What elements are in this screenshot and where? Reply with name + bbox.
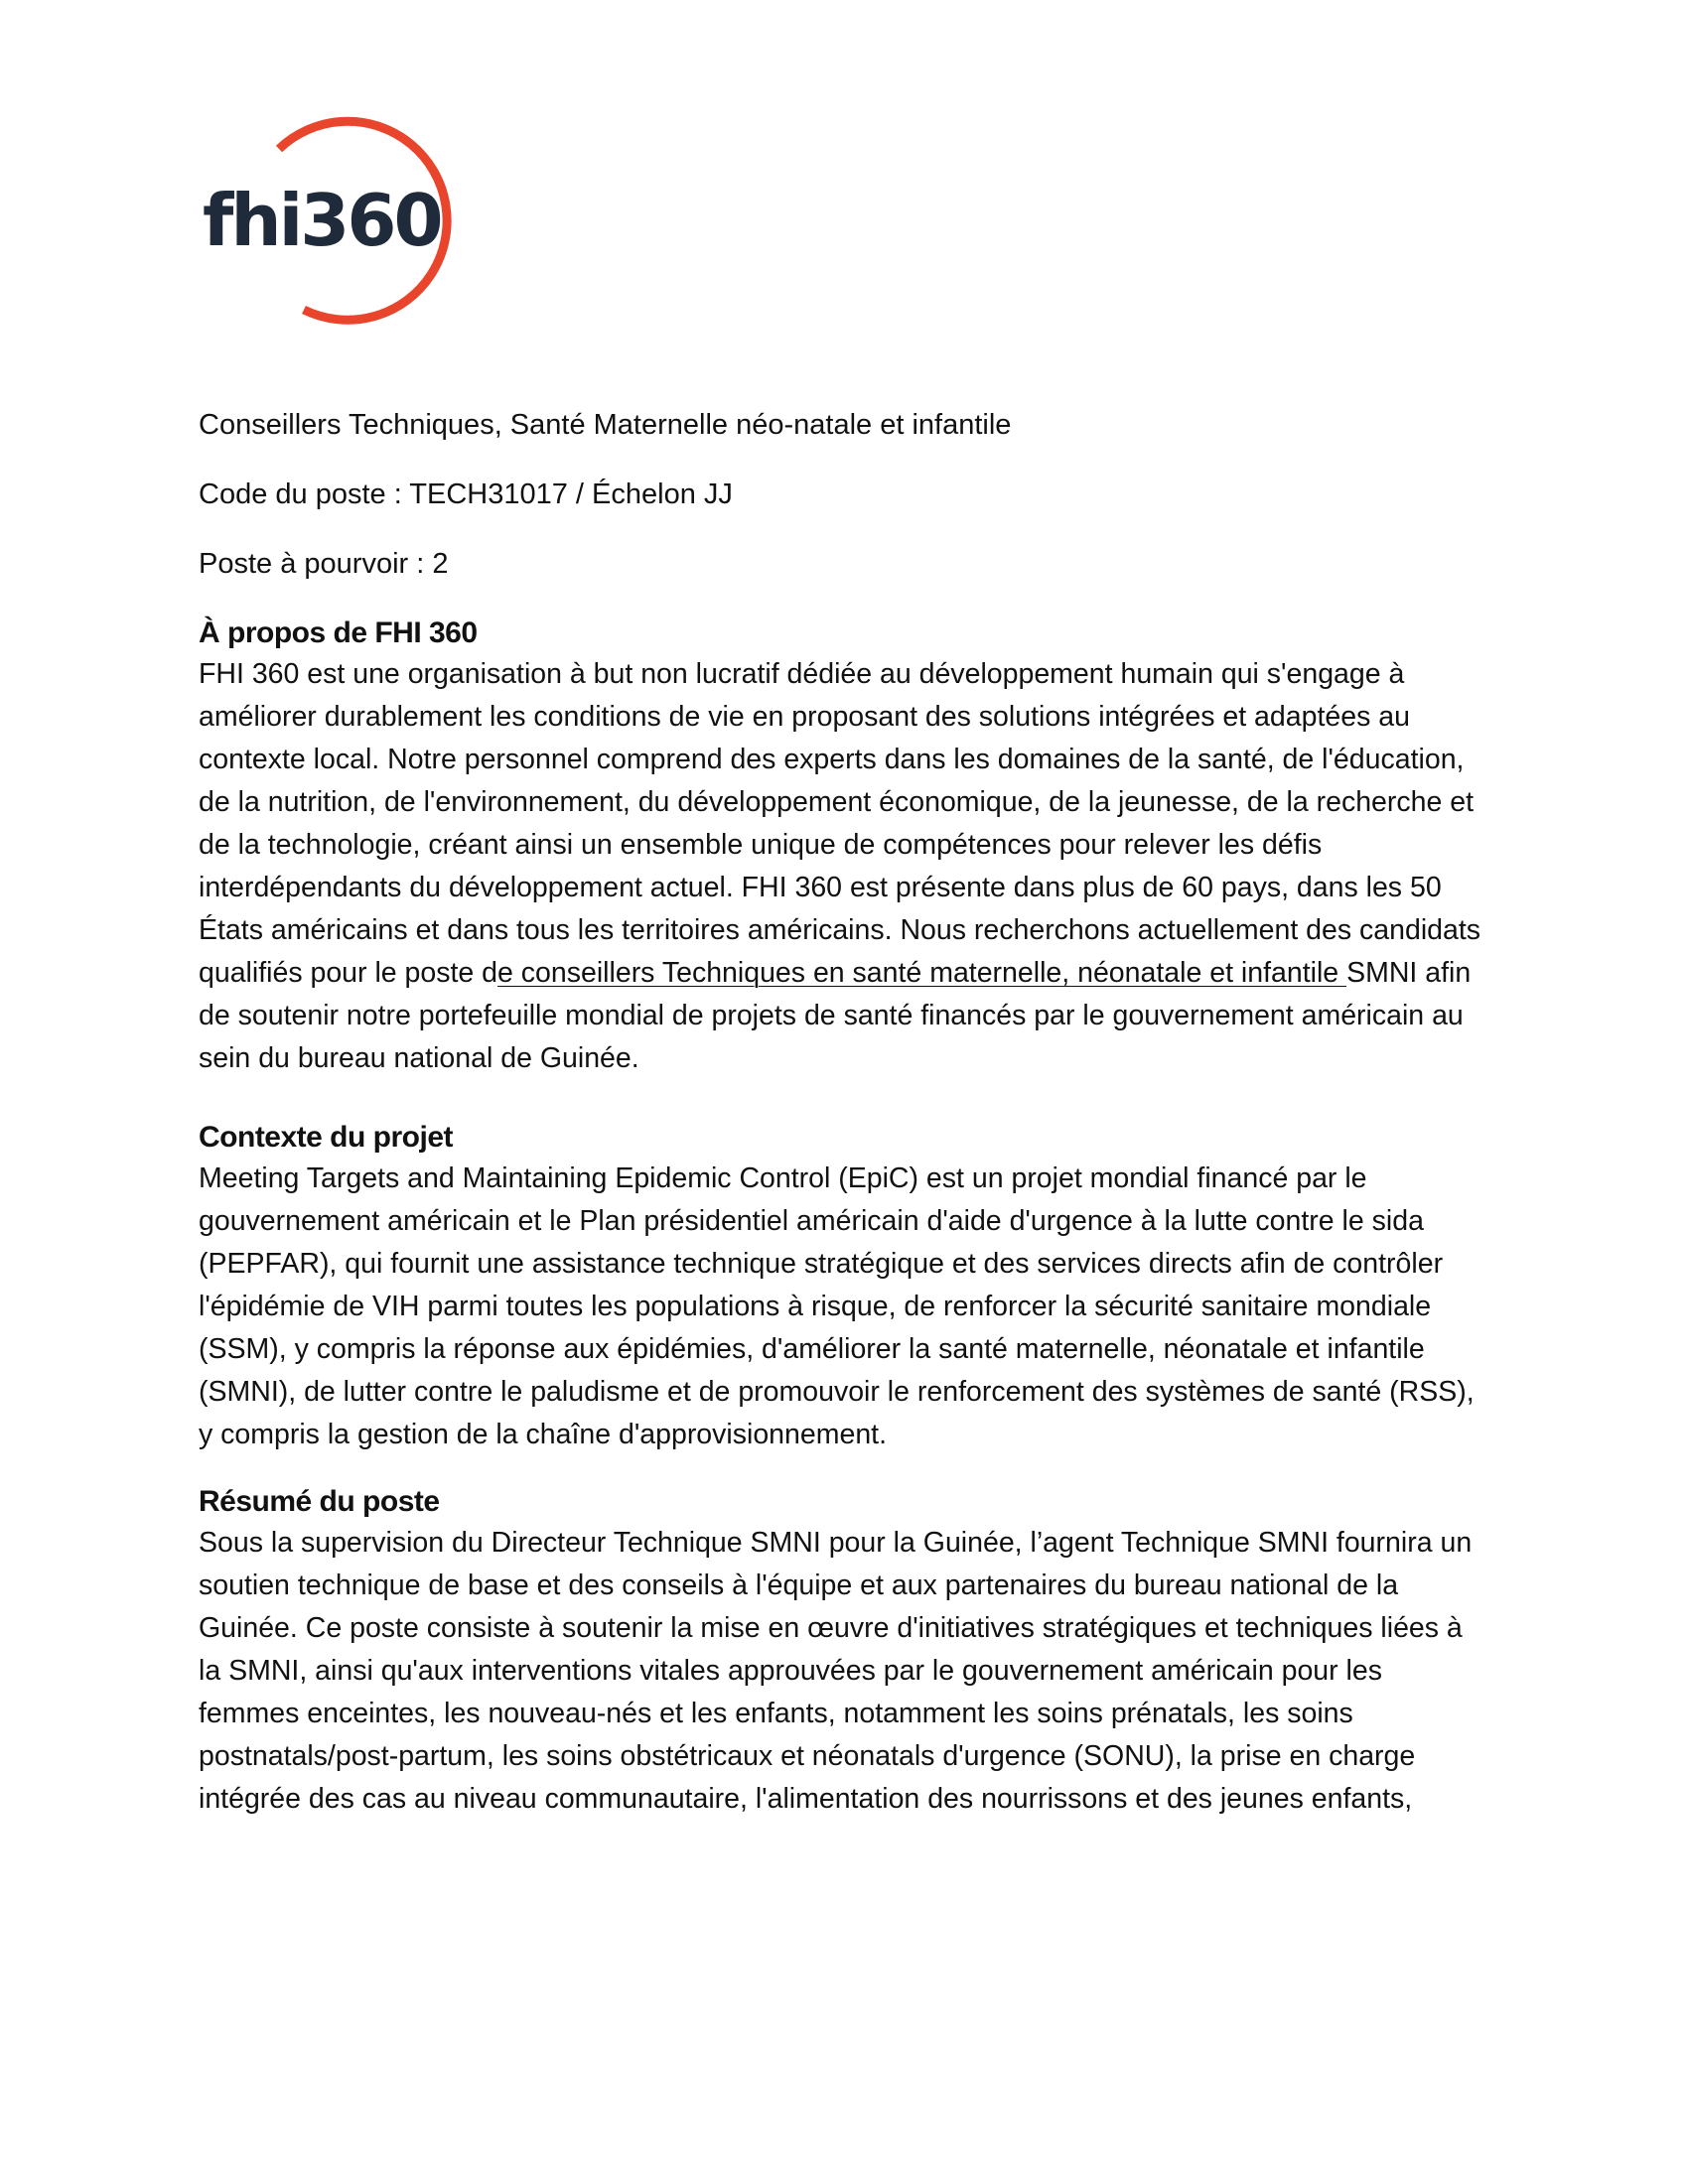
document-body [199,397,1489,1821]
summary-heading: Résumé du poste [199,1485,440,1518]
job-code: Code du poste : TECH31017 / Échelon JJ [199,478,733,510]
positions-count: Poste à pourvoir : 2 [199,548,449,580]
job-title: Conseillers Techniques, Santé Maternelle néo-natale et infantile [199,409,1012,441]
about-heading: À propos de FHI 360 [199,616,478,649]
summary-paragraph: Sous la supervision du Directeur Technique SMNI pour la Guinée, l’agent Technique SMNI fournira un soutien technique de base et des conseils à l'équipe et aux partenaires du bureau national de la Guinée. Ce poste consiste à soutenir la mise en œuvre d'initiatives stratégiques et techniques liées à la SMNI, ainsi qu'aux interventions vitales approuvées par le gouvernement américain pour les femmes enceintes, les nouveau-nés et les enfants, notamment les soins prénatals, les soins postnatals/post-partum, les soins obstétricaux et néonatals d'urgence (SONU), la prise en charge intégrée des cas au niveau communautaire, l'alimentation des nourrissons et des jeunes enfants, [199,1527,1473,1815]
about-paragraph [199,653,1489,1080]
fhi360-logo [195,111,492,330]
position-link[interactable]: e conseillers Techniques en santé maternelle, néonatale et infantile [497,957,1347,989]
svg-text:fhi360: fhi360 [203,179,441,262]
context-paragraph: Meeting Targets and Maintaining Epidemic Control (EpiC) est un projet mondial financé par le gouvernement américain et le Plan présidentiel américain d'aide d'urgence à la lutte contre le sida (PEPFAR), qui fournit une assistance technique stratégique et des services directs afin de contrôler l'épidémie de VIH parmi toutes les populations à risque, de renforcer la sécurité sanitaire mondiale (SSM), y compris la réponse aux épidémies, d'améliorer la santé maternelle, néonatale et infantile (SMNI), de lutter contre le paludisme et de promouvoir le renforcement des systèmes de santé (RSS), y compris la gestion de la chaîne d'approvisionnement. [199,1162,1475,1450]
about-text-start: FHI 360 est une organisation à but non lucratif dédiée au développement humain qui s'engage à améliorer durablement les conditions de vie en proposant des solutions intégrées et adaptées au contexte local. Notre personnel comprend des experts dans les domaines de la santé, de l'éducation, de la nutrition, de l'environnement, du développement économique, de la jeunesse, de la recherche et de la technologie, créant ainsi un ensemble unique de compétences pour relever les défis interdépendants du développement actuel. FHI 360 est présente dans plus de 60 pays, dans les 50 États américains et dans tous les territoires américains. Nous recherchons actuellement des candidats qualifiés pour le poste d [199,658,1481,989]
smni-abbr: SMNI [1346,957,1418,989]
context-heading: Contexte du projet [199,1121,454,1154]
about-text-end: afin de soutenir notre portefeuille mondial de projets de santé financés par le gouvernement américain au sein du bureau national de Guinée. [199,957,1472,1074]
